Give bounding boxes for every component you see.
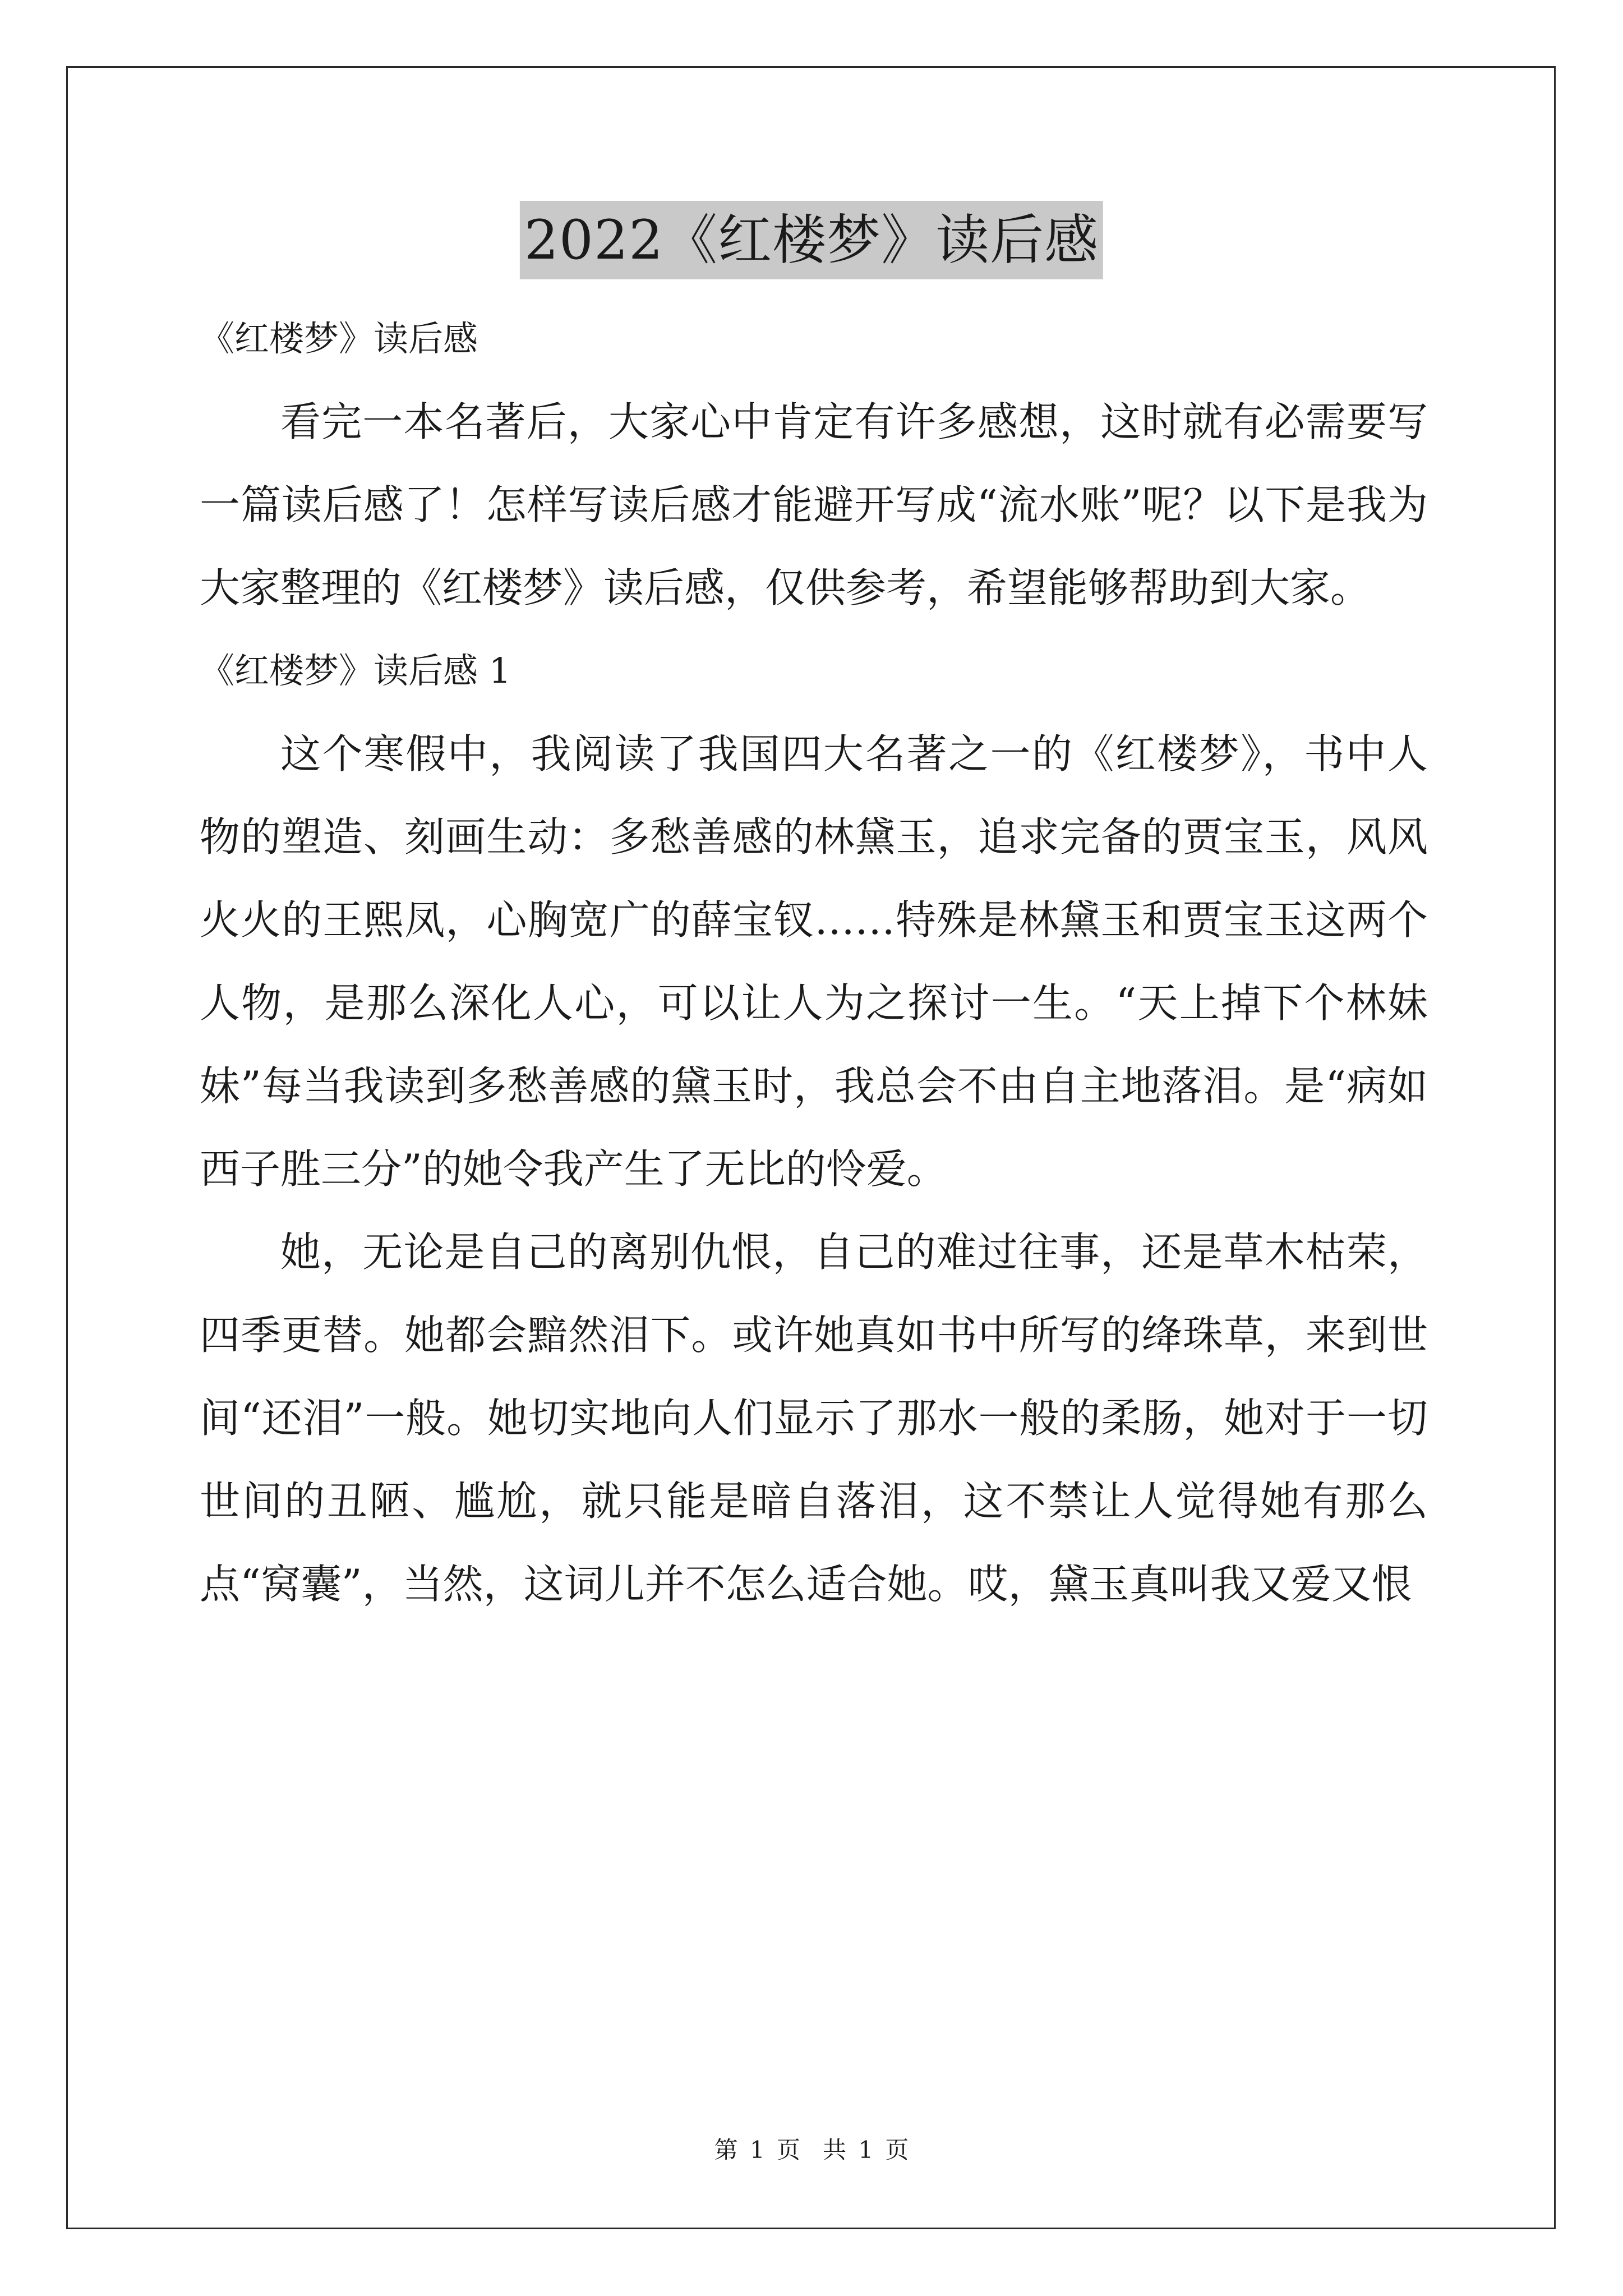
document-title: 2022《红楼梦》读后感: [520, 201, 1103, 279]
document-body: [200, 297, 1428, 1626]
body-paragraph: 这个寒假中，我阅读了我国四大名著之一的《红楼梦》，书中人物的塑造、刻画生动：多愁善感的林黛玉，追求完备的贾宝玉，风风火火的王熙凤，心胸宽广的薛宝钗……特殊是林黛玉和贾宝玉这两个人物，是那么深化人心，可以让人为之探讨一生。“天上掉下个林妹妹”每当我读到多愁善感的黛玉时，我总会不由自主地落泪。是“病如西子胜三分”的她令我产生了无比的怜爱。: [200, 730, 1428, 1193]
page-number-total: 共 1 页: [823, 2136, 909, 2164]
page-number-current: 第 1 页: [714, 2136, 800, 2164]
section-heading: 《红楼梦》读后感 1: [200, 650, 511, 691]
document-subtitle: 《红楼梦》读后感: [200, 318, 478, 359]
page-footer: [714, 2133, 909, 2167]
body-paragraph: 她，无论是自己的离别仇恨，自己的难过往事，还是草木枯荣，四季更替。她都会黯然泪下。或许她真如书中所写的绛珠草，来到世间“还泪”一般。她切实地向人们显示了那水一般的柔肠，她对于一切世间的丑陋、尴尬，就只能是暗自落泪，这不禁让人觉得她有那么点“窝囊”，当然，这词儿并不怎么适合她。哎，黛玉真叫我又爱又恨: [200, 1228, 1428, 1608]
intro-paragraph: 看完一本名著后，大家心中肯定有许多感想，这时就有必需要写一篇读后感了！怎样写读后感才能避开写成“流水账”呢？以下是我为大家整理的《红楼梦》读后感，仅供参考，希望能够帮助到大家。: [200, 398, 1428, 611]
